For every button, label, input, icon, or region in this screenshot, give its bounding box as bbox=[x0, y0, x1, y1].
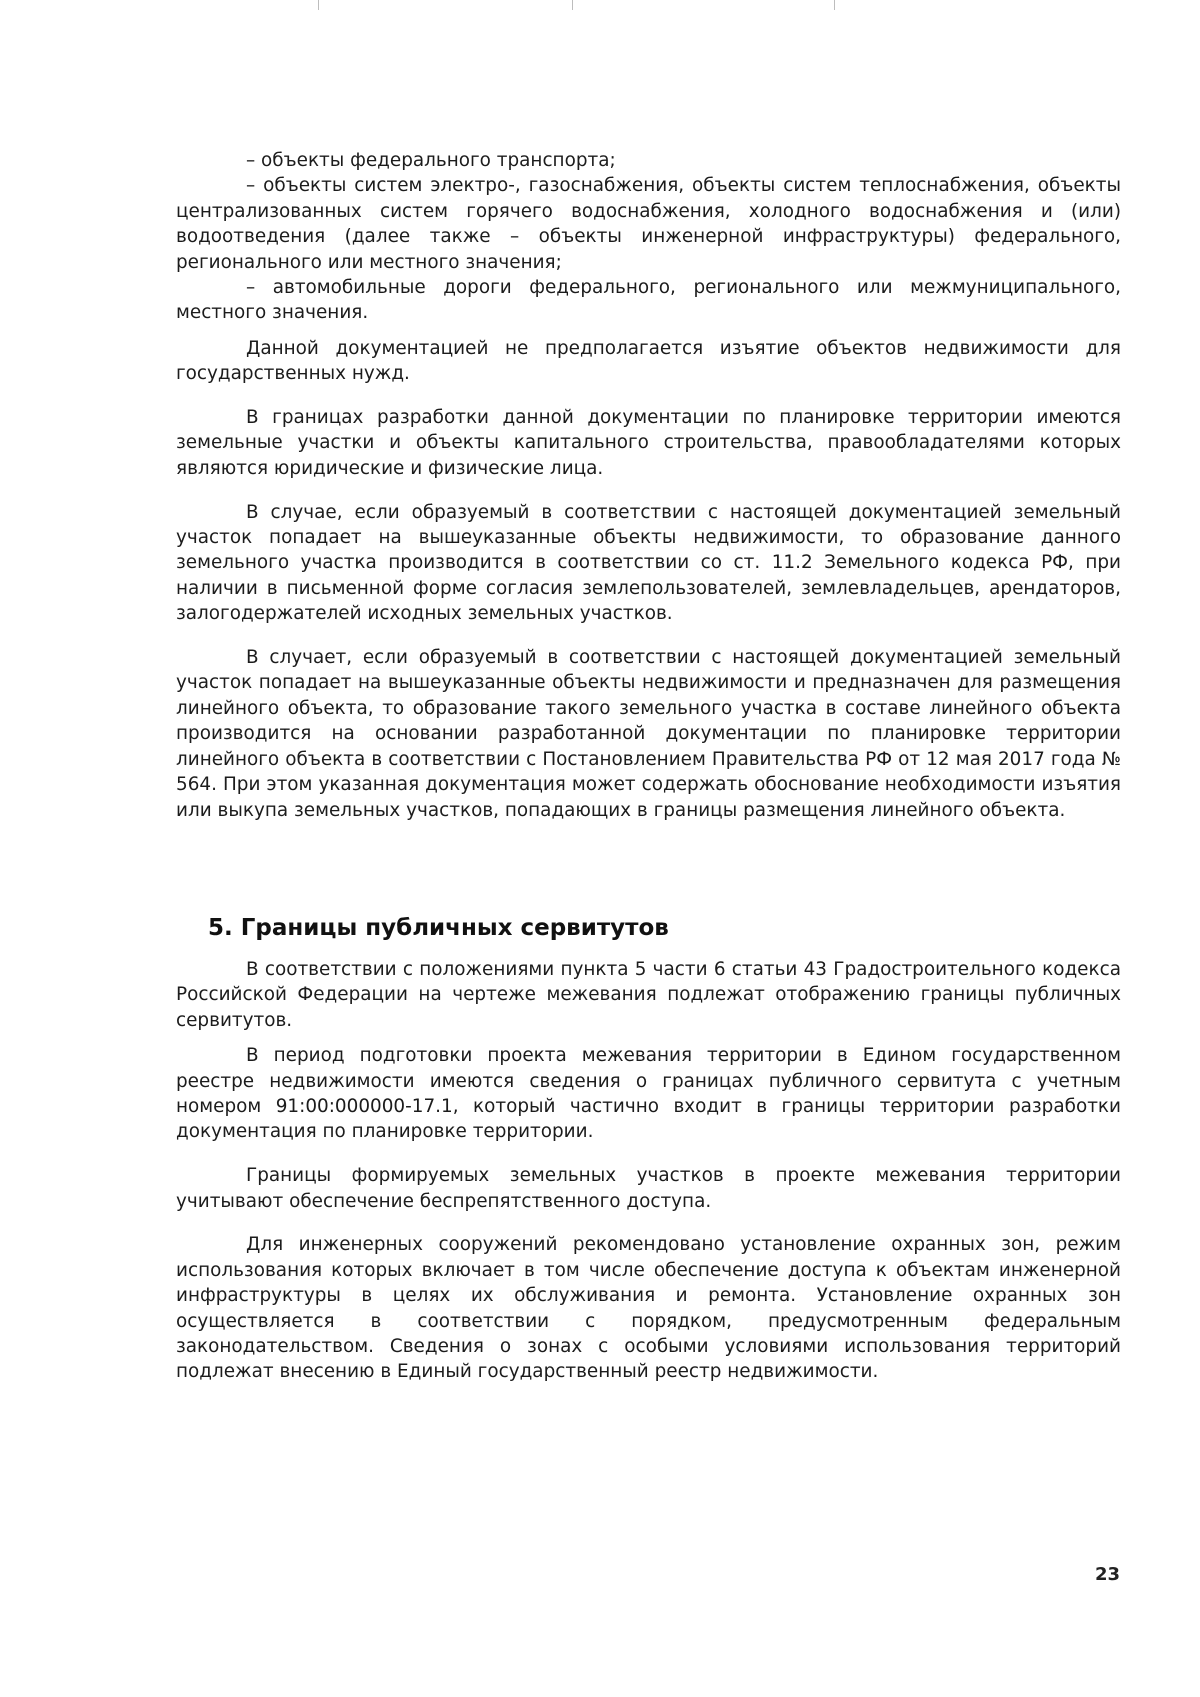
top-text-block bbox=[176, 148, 1121, 841]
paragraph-land-plots: В границах разработки данной документации по планировке территории имеются земельные участки и объекты капитального строительства, правообладателями которых являются юридические и физические лица. bbox=[176, 407, 1121, 479]
paragraph-no-seizure: Данной документацией не предполагается изъятие объектов недвижимости для государственных нужд. bbox=[176, 337, 1121, 385]
list-item-3: – автомобильные дороги федерального, регионального или межмуниципального, местного значения. bbox=[176, 277, 1121, 324]
page-number: 23 bbox=[1094, 1564, 1120, 1585]
paragraph-linear-object: В случает, если образуемый в соответствии с настоящей документацией земельный участок попадает на вышеуказанные объекты недвижимости и предназначен для размещения линейного объекта, то образование такого земельного участка в составе линейного объекта производится на основании разработанной документации по планировке территории линейного объекта в соответствии с Постановлением Правительства РФ от 12 мая 2017 года № 564. При этом указанная документация может содержать обоснование необходимости изъятия или выкупа земельных участков, попадающих в границы размещения линейного объекта. bbox=[176, 647, 1121, 821]
list-item-1: – объекты федерального транспорта; bbox=[246, 150, 616, 171]
scan-marks bbox=[0, 0, 1200, 20]
paragraph-formation-case: В случае, если образуемый в соответствии с настоящей документацией земельный участок попадает на вышеуказанные объекты недвижимости, то образование данного земельного участка производится в соответствии со ст. 11.2 Земельного кодекса РФ, при наличии в письменной форме согласия землепользователей, землевладельцев, арендаторов, залогодержателей исходных земельных участков. bbox=[176, 501, 1121, 625]
list-item-2: – объекты систем электро-, газоснабжения, объекты систем теплоснабжения, объекты централизованных систем горячего водоснабжения, холодного водоснабжения и (или) водоотведения (далее также – объекты инженерной инфраструктуры) федерального, регионального или местного значения; bbox=[176, 175, 1121, 273]
section-text-block bbox=[176, 957, 1121, 1403]
section-heading: 5. Границы публичных сервитутов bbox=[208, 915, 669, 941]
paragraph-protection-zones: Для инженерных сооружений рекомендовано установление охранных зон, режим использования которых включает в том числе обеспечение доступа к объектам инженерной инфраструктуры в целях их обслуживания и ремонта. Установление охранных зон осуществляется в соответствии с порядком, предусмотренным федеральным законодательством. Сведения о зонах с особыми условиями использования территорий подлежат внесению в Единый государственный реестр недвижимости. bbox=[176, 1234, 1121, 1383]
paragraph-access: Границы формируемых земельных участков в проекте межевания территории учитывают обеспечение беспрепятственного доступа. bbox=[176, 1165, 1121, 1212]
paragraph-registry-info: В период подготовки проекта межевания территории в Едином государственном реестре недвижимости имеются сведения о границах публичного сервитута с учетным номером 91:00:000000-17.1, который частично входит в границы территории разработки документация по планировке территории. bbox=[176, 1045, 1121, 1143]
paragraph-legal-basis: В соответствии с положениями пункта 5 части 6 статьи 43 Градостроительного кодекса Российской Федерации на чертеже межевания подлежат отображению границы публичных сервитутов. bbox=[176, 959, 1121, 1031]
